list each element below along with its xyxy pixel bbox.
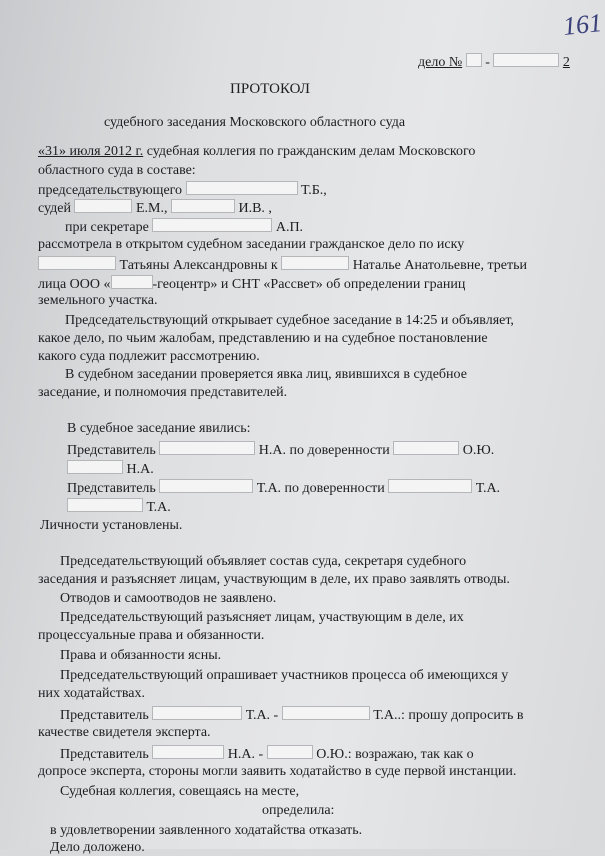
- text-line: земельного участка.: [38, 293, 158, 308]
- redaction: [493, 53, 559, 67]
- text-line: Судебная коллегия, совещаясь на месте,: [60, 784, 300, 799]
- ruling-text: в удовлетворении заявленного ходатайства отказать.: [50, 823, 363, 838]
- text-line: Председательствующий разъясняет лицам, участвующим в деле, их: [60, 610, 464, 625]
- redaction: [74, 199, 132, 213]
- text-line: какое дело, по чьим жалобам, представлению и на судебное постановление: [38, 331, 488, 346]
- text-line: В судебном заседании проверяется явка лиц, явившихся в судебное: [65, 367, 467, 382]
- objection-line: Представитель Н.А. - О.Ю.: возражаю, так как о: [60, 747, 474, 762]
- document-title: ПРОТОКОЛ: [230, 81, 310, 97]
- text-line: рассмотрела в открытом судебном заседании гражданское дело по иску: [38, 237, 465, 252]
- motion-line: Представитель Т.А. - Т.А..: прошу допросить в: [60, 708, 524, 723]
- text-line: Дело доложено.: [50, 840, 145, 855]
- text-line: Председательствующий открывает судебное заседание в 14:25 и объявляет,: [65, 313, 514, 328]
- text-line: допросе эксперта, стороны могли заявить ходатайство в суде первой инстанции.: [38, 764, 517, 779]
- presiding-judge: председательствующего Т.Б.,: [38, 183, 327, 198]
- redaction: [67, 498, 143, 512]
- redaction: [186, 181, 298, 195]
- redaction: [466, 53, 482, 67]
- text-line: Председательствующий опрашивает участников процесса об имеющихся у: [60, 668, 509, 683]
- text-line: них ходатайствах.: [38, 686, 145, 701]
- redaction: [282, 706, 370, 720]
- judges: судей Е.М., И.В. ,: [38, 201, 272, 216]
- secretary: при секретаре А.П.: [65, 220, 304, 235]
- text-line: Отводов и самоотводов не заявлено.: [60, 591, 277, 606]
- identity-note: Личности установлены.: [40, 518, 183, 533]
- text-line: какого суда подлежит рассмотрению.: [38, 349, 260, 364]
- ruling-heading: определила:: [262, 803, 335, 818]
- redaction: [159, 441, 255, 455]
- redaction: [152, 218, 272, 232]
- redaction: [111, 275, 153, 289]
- case-number: дело № - 2: [418, 55, 570, 70]
- text-line: областного суда в составе:: [38, 163, 196, 178]
- text-line: процессуальные права и обязанности.: [38, 628, 265, 643]
- redaction: [171, 199, 235, 213]
- redaction: [388, 479, 472, 493]
- page-number-stamp: 161: [561, 8, 604, 41]
- redaction: [152, 745, 224, 759]
- redaction: [159, 479, 253, 493]
- text-line: Председательствующий объявляет состав суда, секретаря судебного: [60, 554, 467, 569]
- redaction: [152, 706, 242, 720]
- text-line: заседания и разъясняет лицам, участвующим в деле, их право заявлять отводы.: [38, 572, 510, 587]
- redaction: [393, 441, 459, 455]
- text-line: качестве свидетеля эксперта.: [38, 725, 211, 740]
- representative-1-principal: Н.А.: [67, 460, 154, 478]
- redaction: [267, 745, 313, 759]
- attendees-heading: В судебное заседание явились:: [67, 421, 251, 436]
- document-subtitle: судебного заседания Московского областного суда: [104, 115, 406, 130]
- text-line: заседание, и полномочия представителей.: [38, 385, 288, 400]
- redaction: [38, 256, 116, 270]
- text-line: Права и обязанности ясны.: [60, 648, 222, 663]
- representative-2-principal: Т.А.: [67, 498, 171, 516]
- representative-2: Представитель Т.А. по доверенности Т.А.: [67, 481, 501, 496]
- session-date: «31» июля 2012 г.: [38, 144, 144, 159]
- representative-1: Представитель Н.А. по доверенности О.Ю.: [67, 443, 495, 458]
- text-line: «31» июля 2012 г. судебная коллегия по гражданским делам Московского: [38, 144, 476, 159]
- redaction: [67, 460, 123, 474]
- text-line: лица ООО « -геоцентр» и СНТ «Рассвет» об определении границ: [38, 277, 466, 292]
- text-line: Татьяны Александровны к Наталье Анатольевне, третьи: [38, 256, 527, 274]
- redaction: [281, 256, 349, 270]
